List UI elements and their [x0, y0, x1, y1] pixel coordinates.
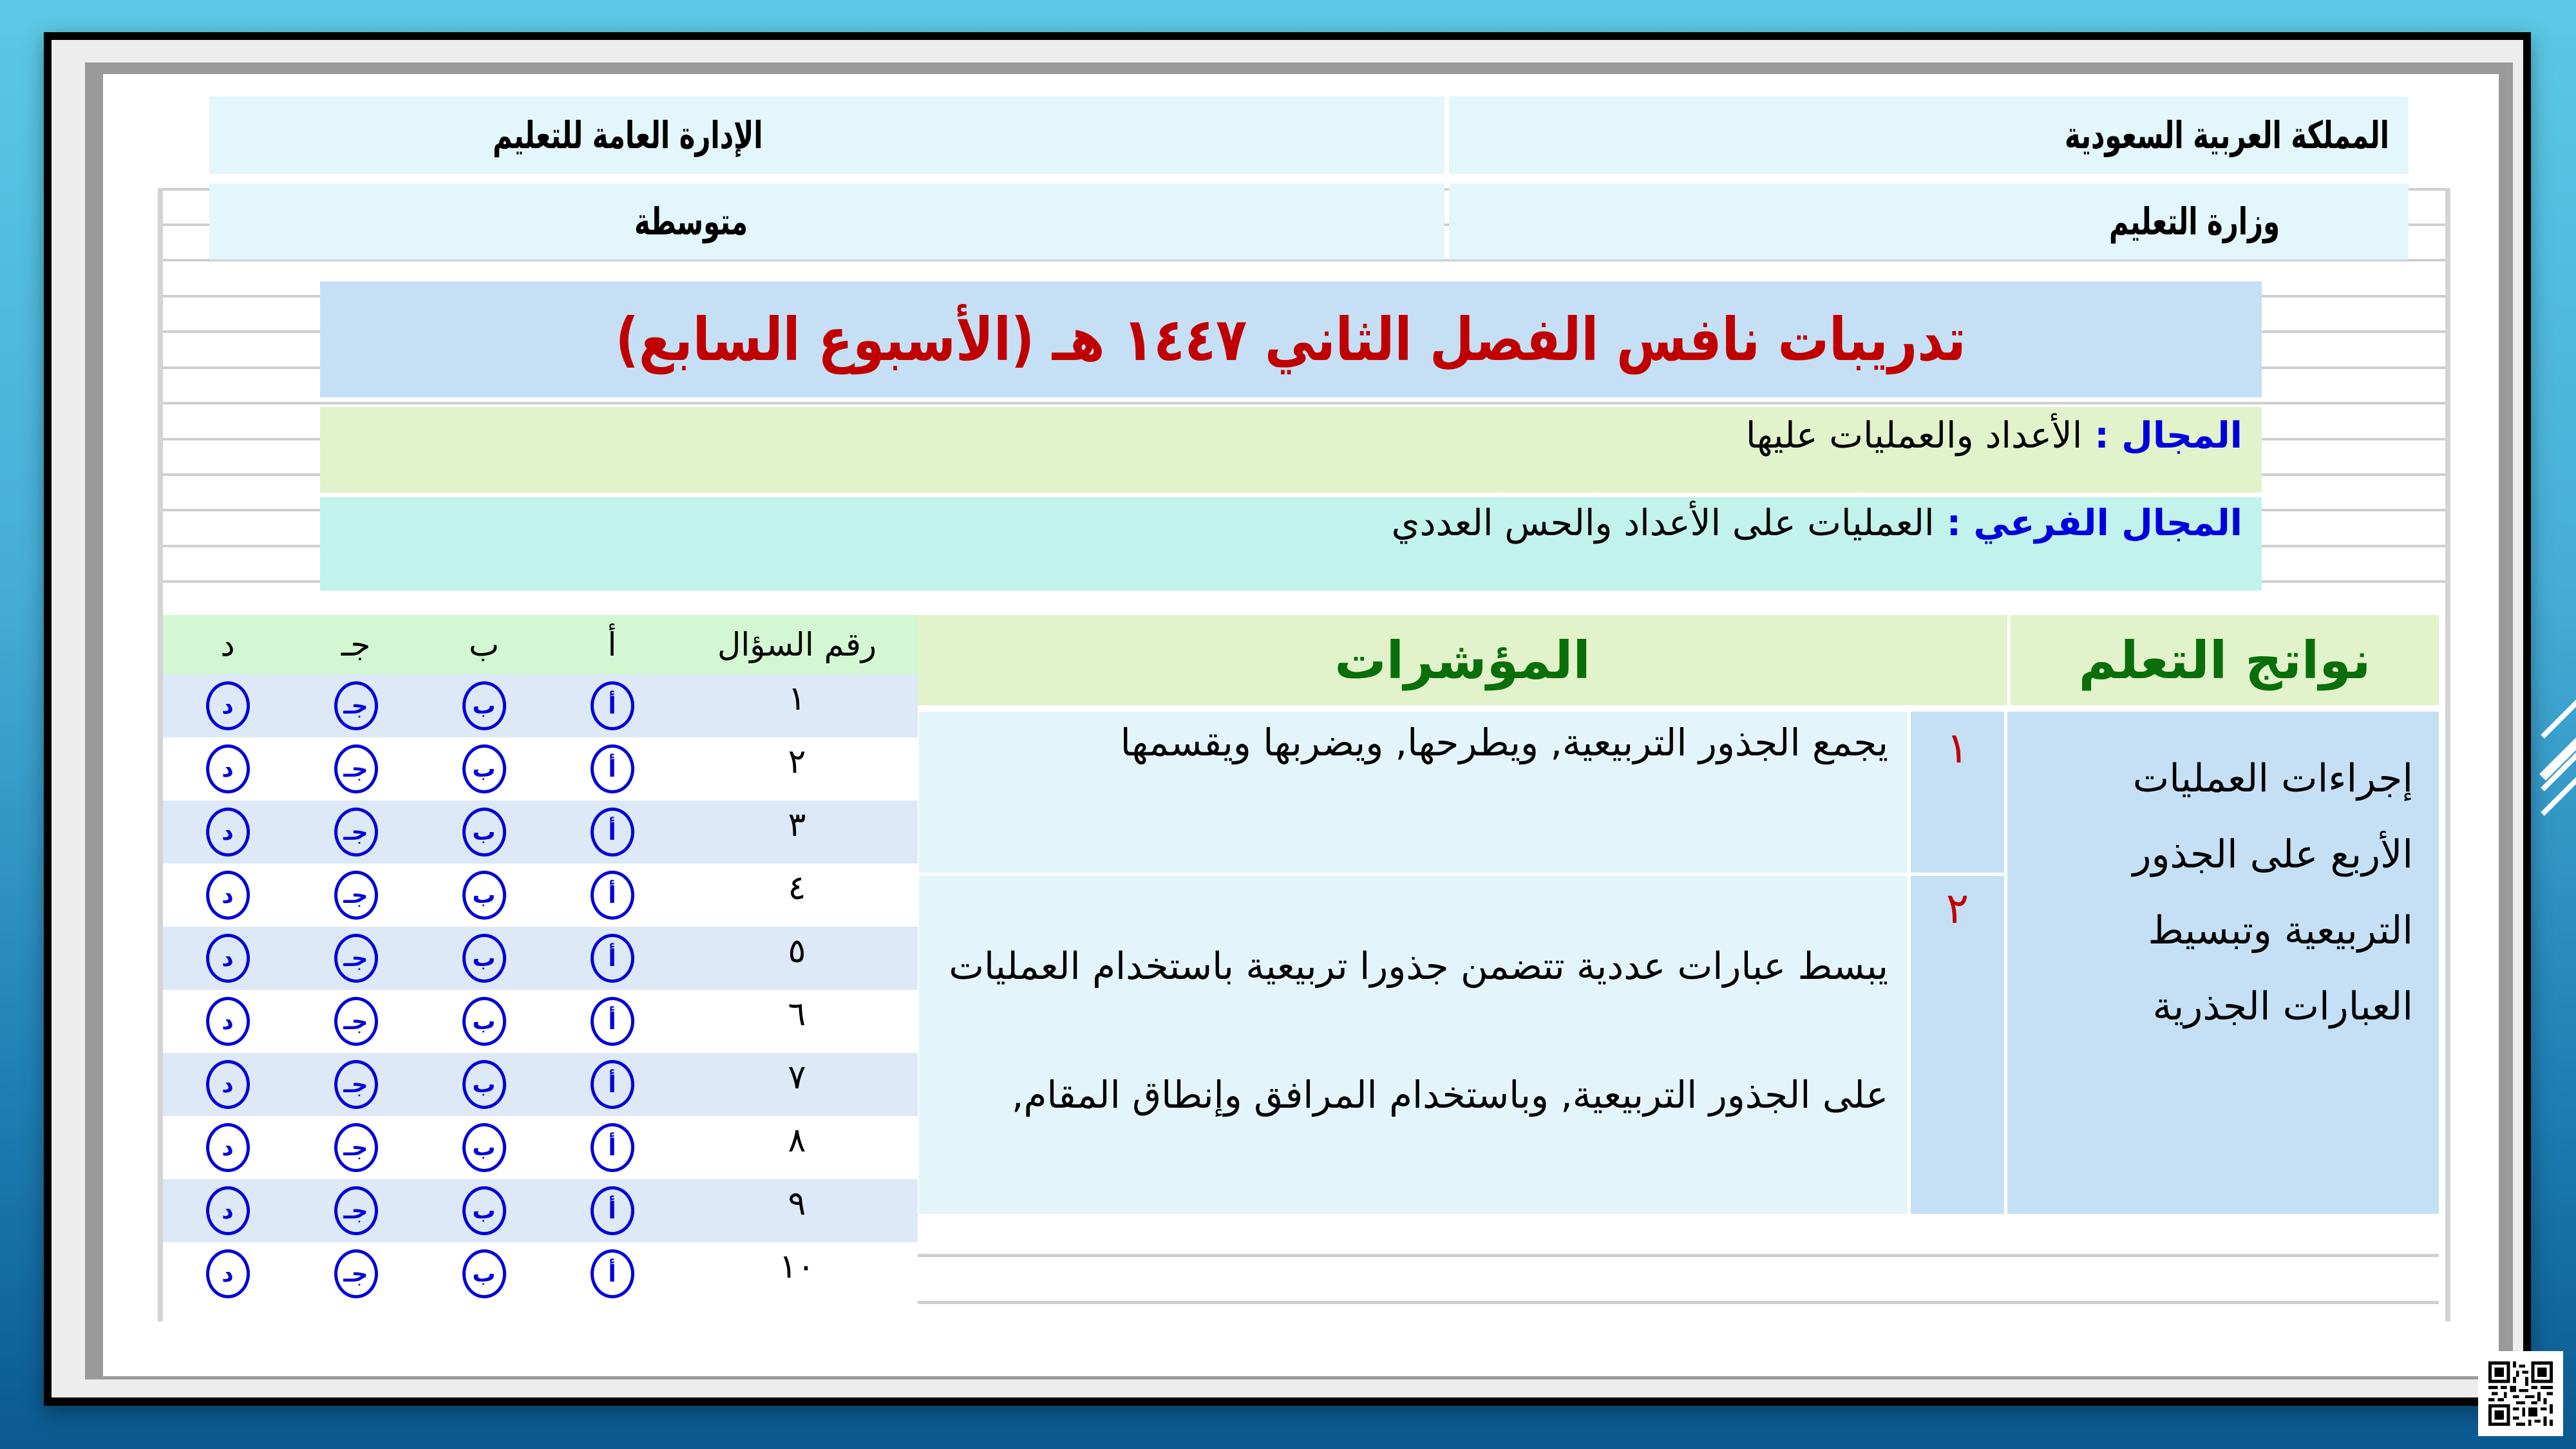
- indicator-2-text: يبسط عبارات عددية تتضمن جذورا تربيعية باستخدام العمليات على الجذور التربيعية, وباستخدام المرافق وإنطاق المقام,: [949, 944, 1888, 1117]
- bubble-option-a[interactable]: أ: [591, 871, 634, 920]
- bubble-option-a[interactable]: أ: [591, 1060, 634, 1109]
- bubble-option-c[interactable]: جـ: [334, 871, 378, 920]
- question-number: ٦: [788, 995, 806, 1034]
- bubble-option-c[interactable]: جـ: [334, 1249, 378, 1298]
- option-a-header: أ: [607, 626, 617, 663]
- ruled-line-bottom: [918, 1254, 2439, 1257]
- answer-row: [163, 927, 918, 990]
- header-directorate-cell: [209, 97, 1444, 174]
- indicator-2-cell: [919, 876, 1908, 1214]
- bubble-option-a[interactable]: أ: [591, 1249, 634, 1298]
- bubble-option-b[interactable]: ب: [462, 871, 506, 920]
- bubble-option-d[interactable]: د: [206, 871, 250, 920]
- question-number: ٢: [788, 743, 806, 781]
- decorative-stripes: [2537, 618, 2576, 824]
- header-stage-cell: [209, 184, 1444, 260]
- bubble-option-c[interactable]: جـ: [334, 681, 378, 730]
- question-number: ٩: [788, 1184, 806, 1223]
- outcomes-table-header: [918, 615, 2439, 705]
- bubble-option-d[interactable]: د: [206, 1060, 250, 1109]
- bubble-option-a[interactable]: أ: [591, 1123, 634, 1172]
- learning-outcome-line: العبارات الجذرية: [2152, 984, 2413, 1029]
- question-number: ١٠: [779, 1247, 815, 1286]
- answer-grid-header: [163, 615, 918, 674]
- option-c-header: جـ: [341, 626, 371, 663]
- subdomain-value: العمليات على الأعداد والحس العددي: [1391, 502, 1935, 544]
- bubble-option-a[interactable]: أ: [591, 934, 634, 983]
- outcomes-table: [918, 615, 2439, 1117]
- country-name: المملكة العربية السعودية: [2065, 113, 2389, 157]
- ruled-line-bottom: [918, 1301, 2439, 1304]
- bubble-option-d[interactable]: د: [206, 1186, 250, 1235]
- bubble-option-a[interactable]: أ: [591, 681, 634, 730]
- indicators-header-cell: [918, 615, 2007, 705]
- qr-code[interactable]: [2478, 1351, 2563, 1436]
- bubble-option-c[interactable]: جـ: [334, 1060, 378, 1109]
- question-number: ٣: [788, 806, 806, 844]
- bubble-option-d[interactable]: د: [206, 744, 250, 793]
- question-number: ٥: [788, 932, 806, 971]
- bubble-option-d[interactable]: د: [206, 934, 250, 983]
- question-number: ٨: [788, 1121, 806, 1160]
- bubble-option-a[interactable]: أ: [591, 997, 634, 1046]
- bubble-option-b[interactable]: ب: [462, 808, 506, 857]
- indicator-1-cell: [919, 712, 1908, 873]
- answer-row: [163, 1242, 918, 1305]
- title-band: [320, 281, 2262, 397]
- subdomain-label: المجال الفرعي :: [1946, 502, 2242, 544]
- question-number-header: رقم السؤال: [717, 626, 876, 663]
- learning-outcome-line: إجراءات العمليات: [2132, 756, 2413, 801]
- learning-outcome-line: التربيعية وتبسيط: [2148, 908, 2413, 953]
- answer-row: [163, 737, 918, 800]
- answer-row: [163, 1116, 918, 1179]
- bubble-option-d[interactable]: د: [206, 808, 250, 857]
- domain-band: [320, 407, 2262, 493]
- answer-row: [163, 800, 918, 864]
- learning-outcome-line: الأربع على الجذور: [2132, 832, 2413, 877]
- question-number: ٤: [788, 869, 806, 907]
- bubble-option-b[interactable]: ب: [462, 1249, 506, 1298]
- bubble-option-c[interactable]: جـ: [334, 997, 378, 1046]
- bubble-option-b[interactable]: ب: [462, 934, 506, 983]
- bubble-option-b[interactable]: ب: [462, 1123, 506, 1172]
- indicators-header: المؤشرات: [1334, 630, 1591, 690]
- bubble-option-a[interactable]: أ: [591, 808, 634, 857]
- option-b-header: ب: [468, 626, 500, 663]
- subdomain-band: [320, 497, 2262, 591]
- bubble-option-b[interactable]: ب: [462, 997, 506, 1046]
- bubble-option-a[interactable]: أ: [591, 1186, 634, 1235]
- qr-code-icon: [2488, 1361, 2553, 1426]
- bubble-option-c[interactable]: جـ: [334, 1186, 378, 1235]
- learning-outcomes-header: نواتج التعلم: [2078, 630, 2371, 690]
- bubble-option-c[interactable]: جـ: [334, 808, 378, 857]
- answer-row: [163, 1053, 918, 1116]
- answer-row: [163, 1179, 918, 1242]
- learning-outcome-cell: [2007, 712, 2439, 1214]
- indicator-1-text: يجمع الجذور التربيعية, ويطرحها, ويضربها ويقسمها: [1120, 721, 1888, 764]
- bubble-option-b[interactable]: ب: [462, 744, 506, 793]
- domain-label: المجال :: [2094, 415, 2242, 457]
- bubble-option-c[interactable]: جـ: [334, 744, 378, 793]
- question-number: ٧: [788, 1058, 806, 1097]
- answer-row: [163, 864, 918, 927]
- answer-row: [163, 674, 918, 737]
- bubble-option-b[interactable]: ب: [462, 1060, 506, 1109]
- learning-outcomes-header-cell: [2007, 615, 2439, 705]
- bubble-option-b[interactable]: ب: [462, 681, 506, 730]
- bubble-option-d[interactable]: د: [206, 997, 250, 1046]
- bubble-option-d[interactable]: د: [206, 1249, 250, 1298]
- bubble-option-c[interactable]: جـ: [334, 1123, 378, 1172]
- domain-value: الأعداد والعمليات عليها: [1745, 415, 2083, 457]
- header-country-cell: [1449, 97, 2409, 174]
- question-number: ١: [788, 679, 806, 718]
- indicator-number-1: ١: [1911, 712, 2004, 873]
- ministry-name: وزارة التعليم: [2108, 200, 2280, 243]
- page-title: تدريبات نافس الفصل الثاني ١٤٤٧ هـ (الأسبوع السابع): [615, 305, 1967, 374]
- bubble-option-b[interactable]: ب: [462, 1186, 506, 1235]
- header-ministry-cell: [1449, 184, 2409, 260]
- directorate-name: الإدارة العامة للتعليم: [493, 113, 763, 157]
- bubble-option-d[interactable]: د: [206, 681, 250, 730]
- bubble-option-c[interactable]: جـ: [334, 934, 378, 983]
- bubble-option-a[interactable]: أ: [591, 744, 634, 793]
- option-d-header: د: [220, 626, 235, 663]
- answer-grid: [163, 615, 918, 1305]
- bubble-option-d[interactable]: د: [206, 1123, 250, 1172]
- answer-row: [163, 990, 918, 1053]
- indicator-number-2: ٢: [1911, 876, 2004, 1214]
- school-stage: متوسطة: [634, 200, 748, 243]
